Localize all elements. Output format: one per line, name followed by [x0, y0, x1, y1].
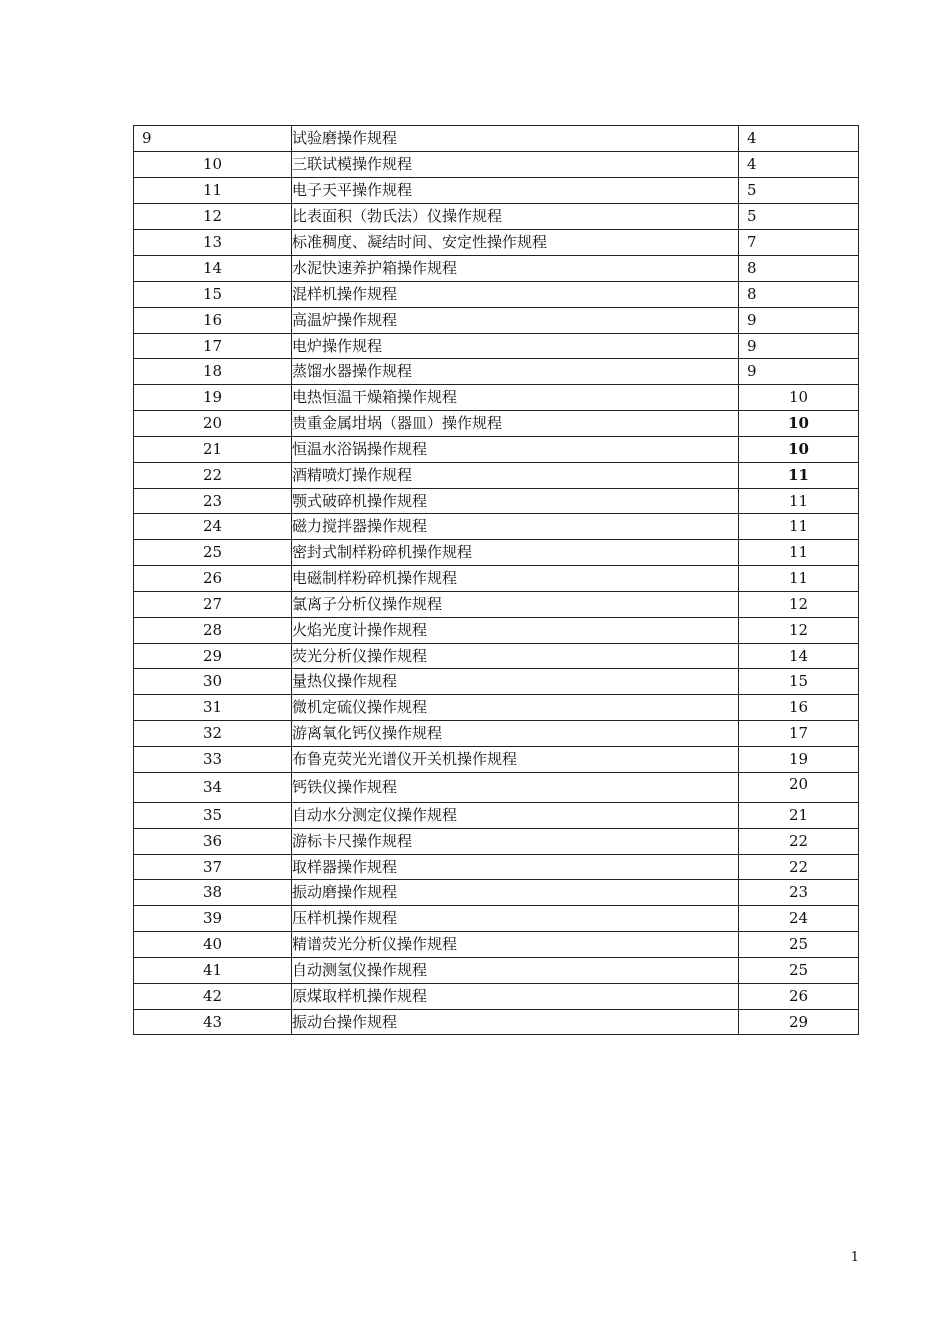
toc-row-page: 11 — [739, 540, 859, 566]
toc-row-number: 25 — [134, 540, 292, 566]
toc-row-title: 酒精喷灯操作规程 — [292, 463, 739, 489]
toc-row-number: 12 — [134, 204, 292, 230]
toc-row-title: 振动台操作规程 — [292, 1010, 739, 1035]
toc-row-page: 7 — [739, 230, 859, 256]
toc-row-title: 三联试模操作规程 — [292, 152, 739, 178]
toc-row-page: 26 — [739, 984, 859, 1010]
toc-row-page: 22 — [739, 855, 859, 880]
toc-row — [134, 958, 859, 984]
toc-row-title: 蒸馏水器操作规程 — [292, 359, 739, 385]
toc-row-page: 22 — [739, 829, 859, 855]
toc-row-number: 39 — [134, 906, 292, 932]
toc-row-title: 密封式制样粉碎机操作规程 — [292, 540, 739, 566]
toc-row-number: 30 — [134, 669, 292, 695]
toc-row-title: 试验磨操作规程 — [292, 126, 739, 152]
toc-row-number: 41 — [134, 958, 292, 984]
toc-row — [134, 984, 859, 1010]
toc-row-title: 氯离子分析仪操作规程 — [292, 592, 739, 618]
toc-row-page: 8 — [739, 256, 859, 282]
toc-row-title: 自动水分测定仪操作规程 — [292, 803, 739, 829]
toc-row — [134, 829, 859, 855]
toc-row-title: 原煤取样机操作规程 — [292, 984, 739, 1010]
toc-row-number: 24 — [134, 514, 292, 540]
toc-row-page: 9 — [739, 334, 859, 359]
toc-row-title: 压样机操作规程 — [292, 906, 739, 932]
toc-row-title: 比表面积（勃氏法）仪操作规程 — [292, 204, 739, 230]
toc-row-number: 42 — [134, 984, 292, 1010]
toc-row-page: 9 — [739, 359, 859, 385]
toc-row-page: 24 — [739, 906, 859, 932]
toc-row — [134, 618, 859, 644]
toc-row — [134, 334, 859, 359]
toc-row-title: 量热仪操作规程 — [292, 669, 739, 695]
toc-row-number: 33 — [134, 747, 292, 773]
toc-row-page: 4 — [739, 126, 859, 152]
toc-row-number: 20 — [134, 411, 292, 437]
toc-row-number: 31 — [134, 695, 292, 721]
toc-row-title: 混样机操作规程 — [292, 282, 739, 308]
toc-row-number: 11 — [134, 178, 292, 204]
toc-row-title: 振动磨操作规程 — [292, 880, 739, 906]
toc-row-page: 5 — [739, 204, 859, 230]
toc-row-number: 27 — [134, 592, 292, 618]
toc-row-title: 恒温水浴锅操作规程 — [292, 437, 739, 463]
toc-row-title: 磁力搅拌器操作规程 — [292, 514, 739, 540]
toc-row-number: 36 — [134, 829, 292, 855]
toc-row-number: 28 — [134, 618, 292, 644]
toc-row — [134, 204, 859, 230]
toc-row-page: 16 — [739, 695, 859, 721]
toc-row — [134, 566, 859, 592]
toc-row-title: 电炉操作规程 — [292, 334, 739, 359]
toc-row-number: 13 — [134, 230, 292, 256]
toc-row-number: 32 — [134, 721, 292, 747]
toc-row-number: 22 — [134, 463, 292, 489]
toc-row — [134, 747, 859, 773]
toc-row — [134, 178, 859, 204]
toc-row-number: 21 — [134, 437, 292, 463]
toc-row-title: 火焰光度计操作规程 — [292, 618, 739, 644]
toc-row-title: 水泥快速养护箱操作规程 — [292, 256, 739, 282]
toc-row-title: 游标卡尺操作规程 — [292, 829, 739, 855]
toc-row-title: 布鲁克荧光光谱仪开关机操作规程 — [292, 747, 739, 773]
toc-row — [134, 230, 859, 256]
toc-row — [134, 695, 859, 721]
toc-row-page: 10 — [739, 411, 859, 437]
toc-row-number: 14 — [134, 256, 292, 282]
toc-row-title: 取样器操作规程 — [292, 855, 739, 880]
toc-row-title: 精谱荧光分析仪操作规程 — [292, 932, 739, 958]
page-number: 1 — [850, 1250, 859, 1265]
toc-row-title: 标准稠度、凝结时间、安定性操作规程 — [292, 230, 739, 256]
toc-row — [134, 540, 859, 566]
toc-row-page: 10 — [739, 437, 859, 463]
toc-row — [134, 411, 859, 437]
toc-row-page: 19 — [739, 747, 859, 773]
toc-row — [134, 489, 859, 514]
toc-row-title: 电热恒温干燥箱操作规程 — [292, 385, 739, 411]
toc-row-page: 25 — [739, 932, 859, 958]
toc-row-number: 35 — [134, 803, 292, 829]
toc-row — [134, 721, 859, 747]
toc-row — [134, 803, 859, 829]
toc-row — [134, 152, 859, 178]
toc-row-page: 20 — [739, 773, 859, 803]
toc-row-number: 15 — [134, 282, 292, 308]
toc-row — [134, 282, 859, 308]
toc-table — [133, 125, 859, 1035]
toc-row — [134, 644, 859, 669]
toc-row-title: 电子天平操作规程 — [292, 178, 739, 204]
toc-row — [134, 308, 859, 334]
toc-row-page: 11 — [739, 566, 859, 592]
toc-row-page: 4 — [739, 152, 859, 178]
toc-row-page: 11 — [739, 514, 859, 540]
toc-row — [134, 437, 859, 463]
toc-row — [134, 906, 859, 932]
toc-row-title: 电磁制样粉碎机操作规程 — [292, 566, 739, 592]
toc-row-page: 15 — [739, 669, 859, 695]
toc-row — [134, 669, 859, 695]
toc-row — [134, 126, 859, 152]
toc-row-page: 11 — [739, 489, 859, 514]
toc-row-page: 25 — [739, 958, 859, 984]
toc-row-number: 23 — [134, 489, 292, 514]
toc-row-number: 29 — [134, 644, 292, 669]
toc-row-page: 8 — [739, 282, 859, 308]
toc-row-number: 40 — [134, 932, 292, 958]
toc-row — [134, 359, 859, 385]
toc-row-number: 37 — [134, 855, 292, 880]
toc-body — [134, 126, 859, 1035]
toc-row-page: 11 — [739, 463, 859, 489]
toc-row — [134, 855, 859, 880]
toc-row — [134, 463, 859, 489]
toc-row — [134, 932, 859, 958]
toc-row-number: 10 — [134, 152, 292, 178]
toc-row-number: 34 — [134, 773, 292, 803]
toc-row-page: 29 — [739, 1010, 859, 1035]
toc-row-page: 9 — [739, 308, 859, 334]
toc-row-title: 荧光分析仪操作规程 — [292, 644, 739, 669]
toc-row-number: 38 — [134, 880, 292, 906]
toc-row-number: 18 — [134, 359, 292, 385]
toc-row — [134, 592, 859, 618]
toc-row-number: 17 — [134, 334, 292, 359]
toc-row-number: 9 — [134, 126, 292, 152]
toc-row-title: 颚式破碎机操作规程 — [292, 489, 739, 514]
toc-row-page: 12 — [739, 592, 859, 618]
toc-row — [134, 773, 859, 803]
toc-row-page: 12 — [739, 618, 859, 644]
toc-row-title: 钙铁仪操作规程 — [292, 773, 739, 803]
toc-row-title: 自动测氢仪操作规程 — [292, 958, 739, 984]
toc-row-page: 17 — [739, 721, 859, 747]
toc-row-page: 5 — [739, 178, 859, 204]
toc-row-title: 微机定硫仪操作规程 — [292, 695, 739, 721]
toc-row-number: 43 — [134, 1010, 292, 1035]
toc-row-number: 26 — [134, 566, 292, 592]
toc-row — [134, 1010, 859, 1035]
toc-row-page: 23 — [739, 880, 859, 906]
toc-row — [134, 385, 859, 411]
toc-row-number: 19 — [134, 385, 292, 411]
toc-row-number: 16 — [134, 308, 292, 334]
toc-row-title: 高温炉操作规程 — [292, 308, 739, 334]
toc-row-page: 14 — [739, 644, 859, 669]
toc-row — [134, 256, 859, 282]
toc-row — [134, 880, 859, 906]
toc-row-title: 贵重金属坩埚（器皿）操作规程 — [292, 411, 739, 437]
toc-row — [134, 514, 859, 540]
toc-row-page: 10 — [739, 385, 859, 411]
toc-row-page: 21 — [739, 803, 859, 829]
toc-row-title: 游离氧化钙仪操作规程 — [292, 721, 739, 747]
